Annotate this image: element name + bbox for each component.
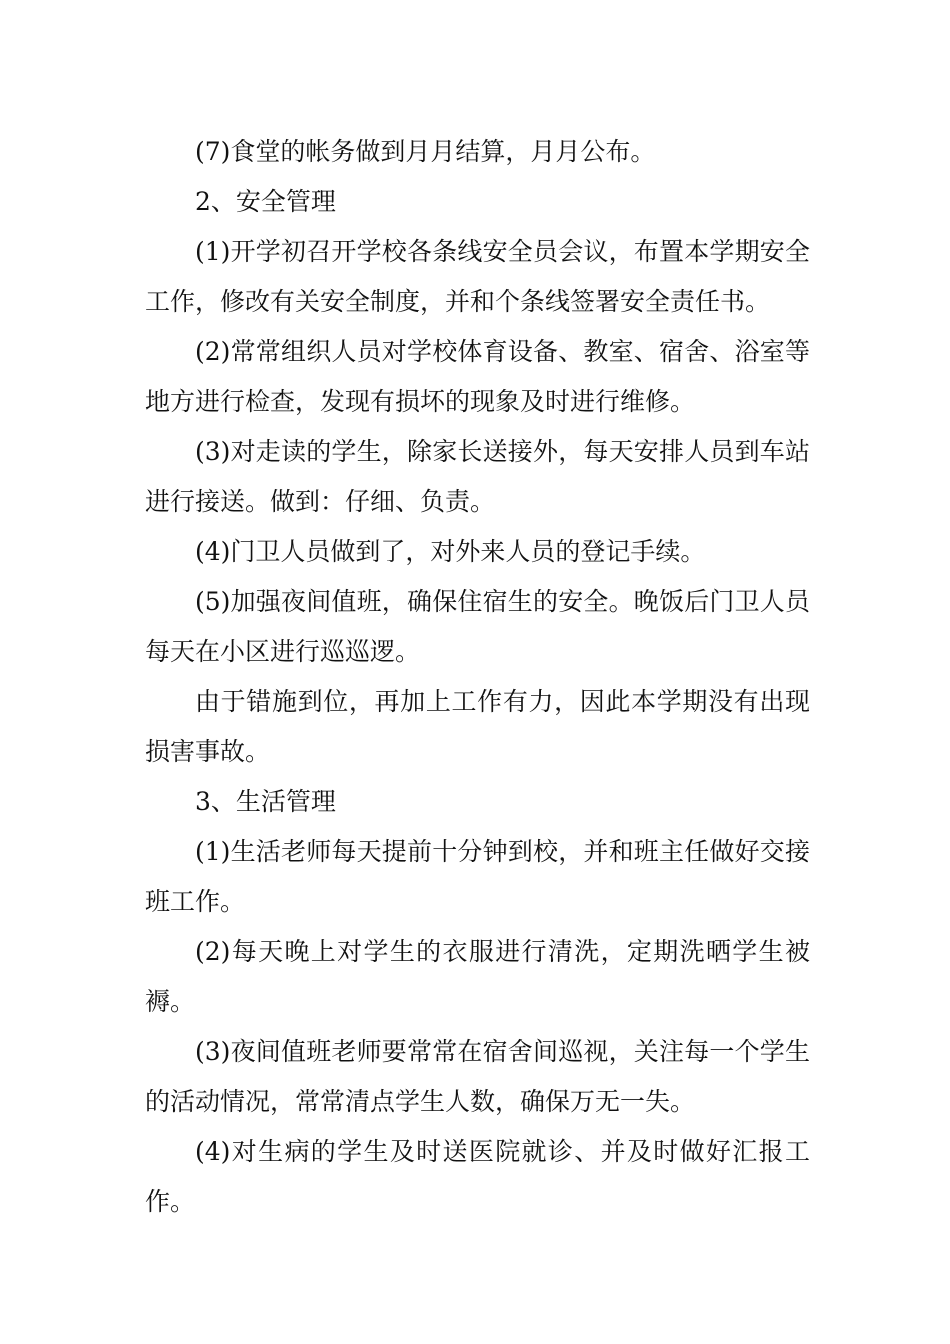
paragraph-safety-summary: 由于错施到位，再加上工作有力，因此本学期没有出现损害事故。 bbox=[145, 687, 810, 766]
paragraph-living-3: (3)夜间值班老师要常常在宿舍间巡视，关注每一个学生的活动情况，常常清点学生人数，确保万无一失。 bbox=[145, 1037, 810, 1116]
paragraph-safety-3: (3)对走读的学生，除家长送接外，每天安排人员到车站进行接送。做到：仔细、负责。 bbox=[145, 437, 810, 516]
paragraph-safety-2: (2)常常组织人员对学校体育设备、教室、宿舍、浴室等地方进行检查，发现有损坏的现象及时进行维修。 bbox=[145, 337, 810, 416]
paragraph-living-1: (1)生活老师每天提前十分钟到校，并和班主任做好交接班工作。 bbox=[145, 837, 810, 916]
paragraph-living-4: (4)对生病的学生及时送医院就诊、并及时做好汇报工作。 bbox=[145, 1137, 810, 1216]
section-heading-safety: 2、安全管理 bbox=[195, 187, 336, 216]
paragraph-safety-4: (4)门卫人员做到了，对外来人员的登记手续。 bbox=[195, 537, 706, 566]
paragraph-safety-1: (1)开学初召开学校各条线安全员会议，布置本学期安全工作，修改有关安全制度，并和个条线签署安全责任书。 bbox=[145, 237, 810, 316]
paragraph-safety-5: (5)加强夜间值班，确保住宿生的安全。晚饭后门卫人员每天在小区进行巡巡逻。 bbox=[145, 587, 810, 666]
paragraph-living-2: (2)每天晚上对学生的衣服进行清洗，定期洗晒学生被褥。 bbox=[145, 937, 810, 1016]
section-heading-living: 3、生活管理 bbox=[195, 787, 336, 816]
document-body bbox=[145, 127, 810, 1227]
paragraph-canteen-accounts: (7)食堂的帐务做到月月结算，月月公布。 bbox=[195, 137, 656, 166]
